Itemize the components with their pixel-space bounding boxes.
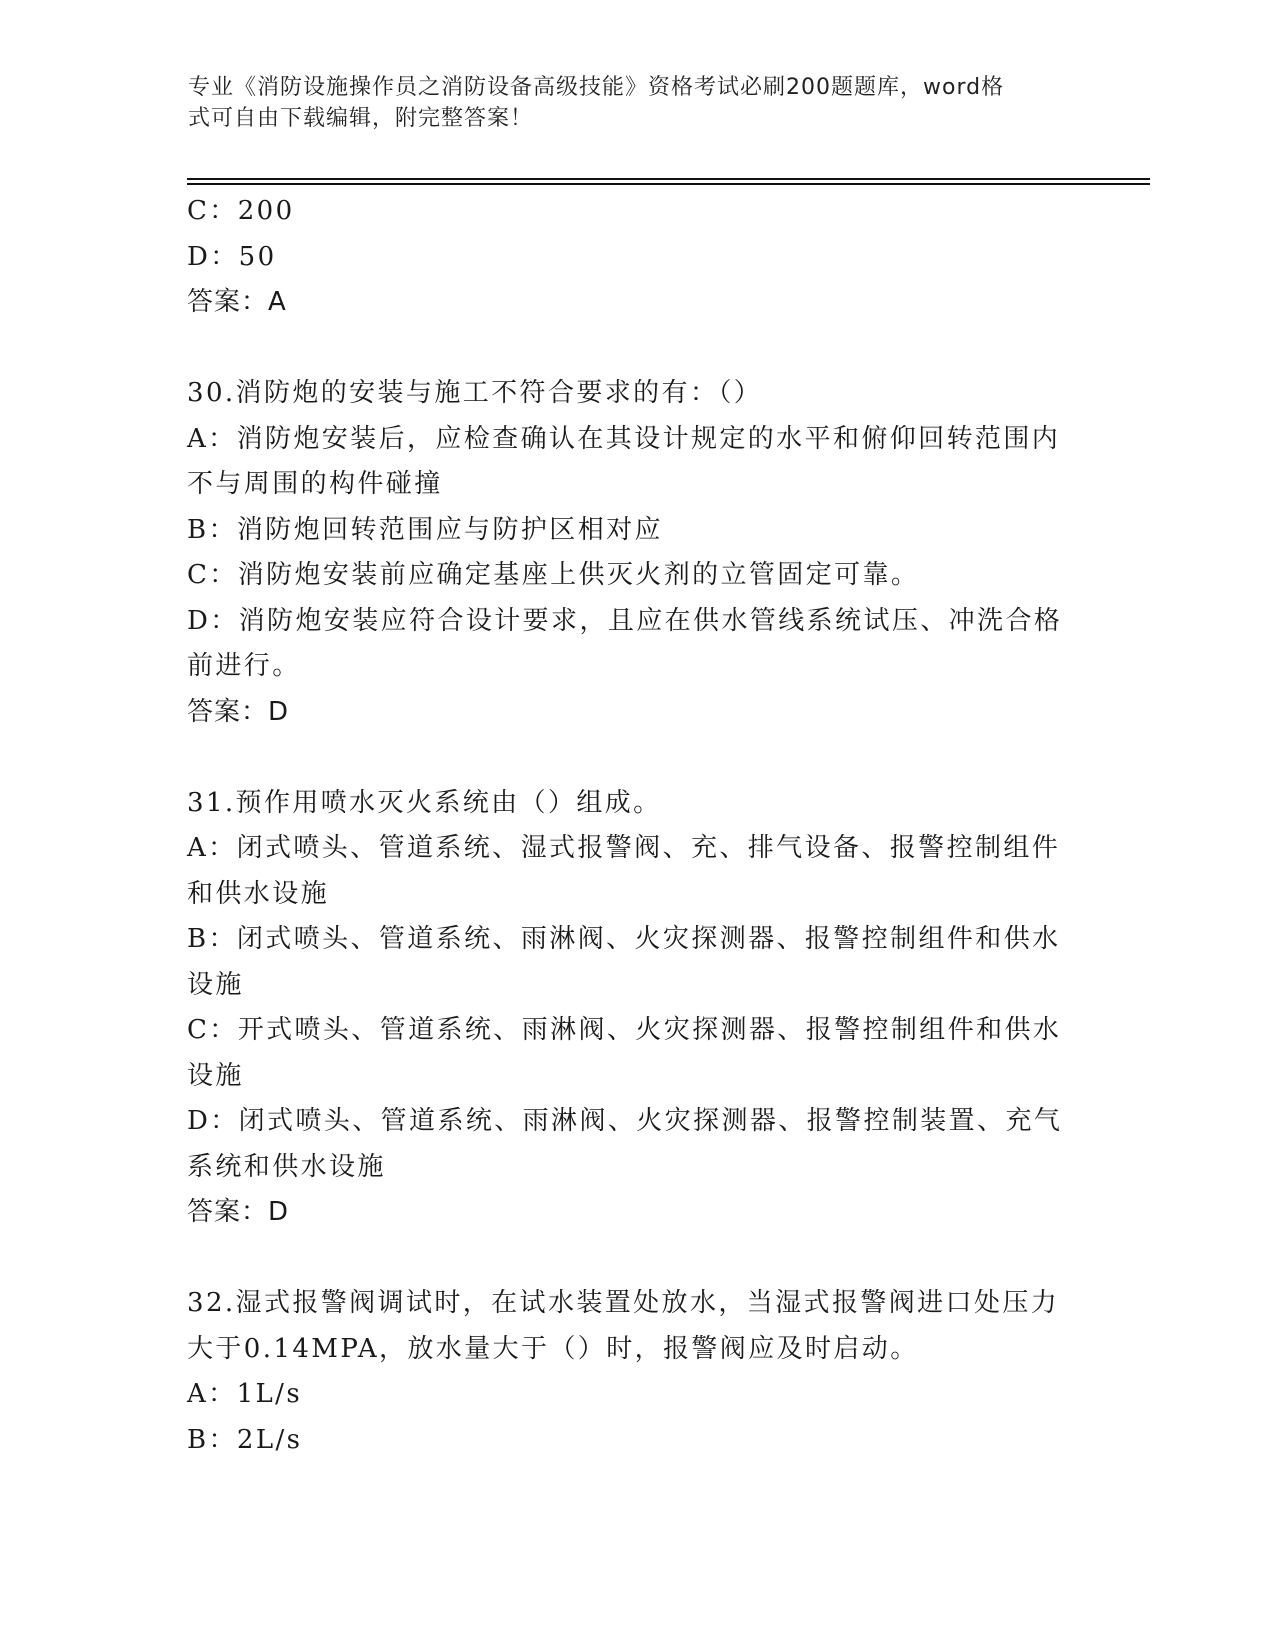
option-c-continued: 设施 (187, 1060, 244, 1091)
spacer (187, 326, 1087, 372)
option-c: C：200 (187, 196, 295, 226)
document-header (188, 72, 1068, 134)
option-b: B：消防炮回转范围应与防护区相对应 (187, 514, 663, 545)
header-divider-top (187, 178, 1150, 180)
option-d: D：50 (187, 241, 277, 272)
option-a: A：1L/s (187, 1379, 303, 1409)
question-block-31 (187, 781, 1087, 1236)
spacer (187, 1236, 1087, 1282)
option-c: C：消防炮安装前应确定基座上供灭火剂的立管固定可靠。 (187, 560, 920, 590)
spacer (187, 735, 1087, 781)
header-divider-bottom (187, 183, 1150, 185)
question-list (187, 189, 1087, 1463)
option-d: D：闭式喷头、管道系统、雨淋阀、火灾探测器、报警控制装置、充气 (187, 1106, 1063, 1136)
header-line-2: 式可自由下载编辑，附完整答案！ (188, 106, 534, 131)
question-stem: 32.湿式报警阀调试时，在试水装置处放水，当湿式报警阀进口处压力 (187, 1288, 1060, 1318)
option-b: B：闭式喷头、管道系统、雨淋阀、火灾探测器、报警控制组件和供水 (187, 924, 1061, 954)
answer-text: 答案：A (187, 287, 287, 317)
answer-text: 答案：D (187, 696, 290, 727)
option-a-continued: 不与周围的构件碰撞 (187, 469, 443, 499)
option-a: A：消防炮安装后，应检查确认在其设计规定的水平和俯仰回转范围内 (187, 423, 1061, 454)
option-c: C：开式喷头、管道系统、雨淋阀、火灾探测器、报警控制组件和供水 (187, 1015, 1062, 1045)
option-b: B：2L/s (187, 1424, 303, 1455)
answer-text: 答案：D (187, 1197, 290, 1227)
question-block-30 (187, 371, 1087, 735)
header-line-1: 专业《消防设施操作员之消防设备高级技能》资格考试必刷200题题库，word格 (188, 75, 1005, 100)
question-block-prev (187, 189, 1087, 326)
option-d-continued: 系统和供水设施 (187, 1151, 386, 1182)
question-stem-continued: 大于0.14MPA，放水量大于（）时，报警阀应及时启动。 (187, 1333, 919, 1364)
option-a: A：闭式喷头、管道系统、湿式报警阀、充、排气设备、报警控制组件 (187, 833, 1061, 863)
option-d: D：消防炮安装应符合设计要求，且应在供水管线系统试压、冲洗合格 (187, 605, 1063, 636)
question-stem: 30.消防炮的安装与施工不符合要求的有：（） (187, 378, 763, 408)
option-b-continued: 设施 (187, 969, 244, 1000)
question-block-32 (187, 1281, 1087, 1463)
question-stem: 31.预作用喷水灭火系统由（）组成。 (187, 787, 662, 818)
option-d-continued: 前进行。 (187, 651, 301, 681)
option-a-continued: 和供水设施 (187, 878, 330, 909)
